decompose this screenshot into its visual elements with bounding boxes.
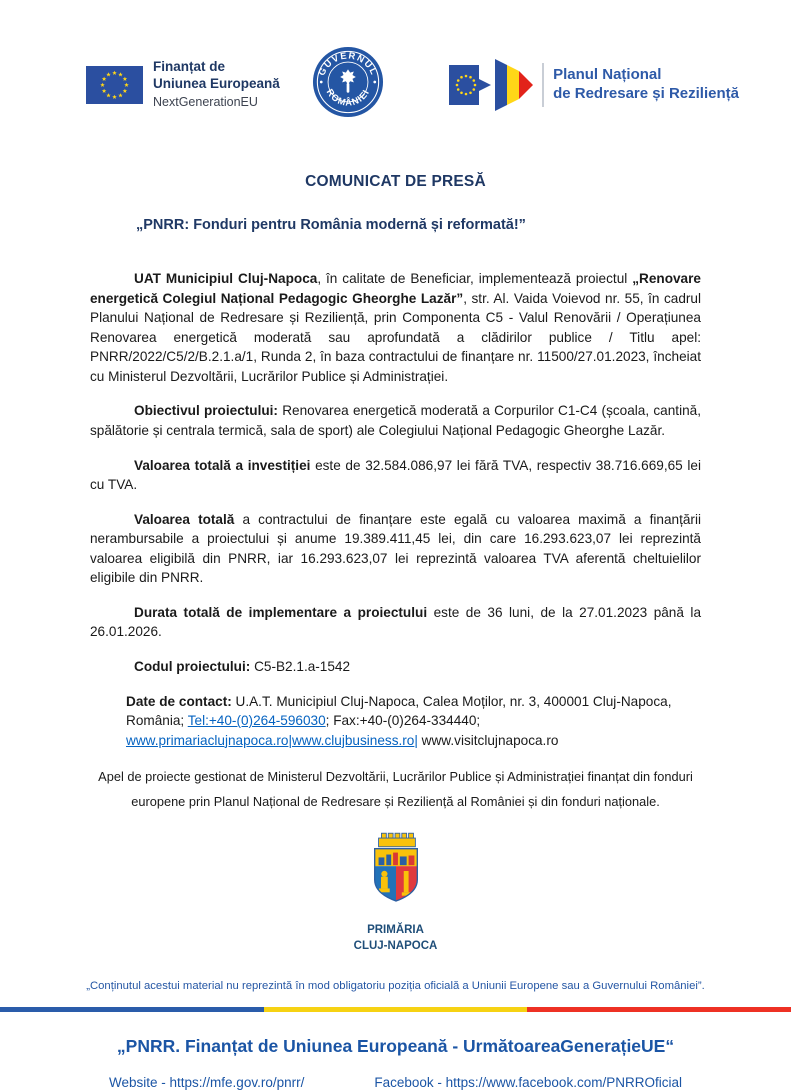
- pnrr-logo-separator: [542, 63, 544, 107]
- text-run: Renovarea energetică moderată a Corpurilor C1-C4 (școala, cantină, spălătorie și centrala termică, sala de sport) ale Colegiului Național Pedagogic Gheorghe Lazăr.: [90, 403, 701, 438]
- text-run: Durata totală de implementare a proiectului: [134, 604, 428, 620]
- text-run: Valoarea totală: [134, 511, 235, 527]
- paragraph: [90, 765, 701, 815]
- text-run: Apel de proiecte gestionat de Ministerul Dezvoltării, Lucrărilor Publice și Administrației finanțat din fonduri europene prin Planul Național de Redresare și Reziliență al României și din fonduri naționale.: [98, 769, 693, 810]
- contact-link[interactable]: Tel:+40-(0)264-596030: [187, 713, 326, 729]
- text-run: Obiectivul proiectului:: [134, 403, 278, 419]
- press-body: [90, 269, 701, 815]
- tricolor-blue: [0, 1007, 264, 1012]
- svg-text:GUVERNUL: GUVERNUL: [316, 50, 380, 78]
- eu-logo-text: [153, 59, 280, 110]
- link-separator: |: [414, 732, 418, 748]
- city-hall-seal: [0, 830, 791, 954]
- gov-seal-icon: [312, 46, 384, 118]
- text-run: www.visitclujnapoca.ro: [417, 732, 559, 748]
- paragraph: [90, 510, 701, 588]
- seal-caption-line2: CLUJ-NAPOCA: [353, 940, 438, 953]
- eu-logo-line2: Uniunea Europeană: [153, 75, 280, 91]
- svg-text:ROMÂNIEI: ROMÂNIEI: [325, 87, 372, 108]
- text-run: Date de contact:: [126, 693, 232, 709]
- pnrr-logo-line2: de Redresare și Reziliență: [553, 84, 739, 102]
- text-run: C5-B2.1.a-1542: [250, 659, 351, 674]
- seal-caption-line1: PRIMĂRIA: [367, 924, 424, 937]
- paragraph: [90, 456, 701, 495]
- contact-link[interactable]: www.primariaclujnapoca.ro: [126, 732, 289, 748]
- pnrr-logo: [447, 57, 739, 113]
- press-subtitle: „PNRR: Fonduri pentru România modernă și reformată!”: [136, 217, 526, 233]
- footer-links: [0, 1075, 791, 1090]
- text-run: a contractului de finanțare este egală cu valoarea maximă a finanțării nerambursabile a proiectului și anume 19.389.411,45 lei, din care 16.293.623,07 lei reprezintă valoarea eligibilă din PNRR, iar 16.293.623,07 lei reprezintă valoarea TVA aferentă cheltuielilor eligibile din PNRR.: [90, 511, 701, 586]
- romanian-tricolor-divider: [0, 1007, 791, 1012]
- government-seal: [312, 46, 384, 123]
- paragraph: [90, 657, 701, 677]
- contact-link[interactable]: www.clujbusiness.ro: [291, 732, 415, 748]
- tricolor-yellow: [264, 1007, 528, 1012]
- text-run: „Renovare energetică Colegiul Național Pedagogic Gheorghe Lazăr”: [90, 271, 701, 306]
- header-logos: [0, 0, 791, 123]
- text-run: U.A.T. Municipiul Cluj-Napoca, Calea Moților, nr. 3, 400001 Cluj-Napoca, România;: [126, 693, 672, 729]
- tricolor-red: [527, 1007, 791, 1012]
- pnrr-logo-text: [553, 66, 739, 104]
- text-run: , în calitate de Beneficiar, implementează proiectul: [317, 271, 633, 286]
- cluj-coat-of-arms-icon: [365, 830, 427, 912]
- text-run: Valoarea totală a investiției: [134, 457, 311, 473]
- eu-logo-line1: Finanțat de: [153, 59, 226, 74]
- text-run: este de 36 luni, de la 27.01.2023 până la 26.01.2026.: [90, 604, 702, 640]
- text-run: este de 32.584.086,97 lei fără TVA, respectiv 38.716.669,65 lei cu TVA.: [90, 457, 701, 493]
- document-body: [0, 173, 791, 815]
- footer-slogan: „PNRR. Finanțat de Uniunea Europeană - UrmătoareaGenerațieUE“: [116, 1036, 675, 1057]
- text-run: Codul proiectului:: [134, 659, 251, 674]
- paragraph: [90, 269, 701, 386]
- facebook-link[interactable]: Facebook - https://www.facebook.com/PNRROficial: [374, 1075, 682, 1090]
- eu-funded-logo: [86, 59, 280, 110]
- pnrr-arrows-icon: [447, 57, 533, 113]
- eu-logo-line3: NextGenerationEU: [153, 94, 258, 109]
- paragraph: [90, 401, 701, 440]
- text-run: ; Fax:+40-(0)264-334440;: [325, 713, 481, 729]
- seal-caption: [0, 922, 791, 954]
- text-run: UAT Municipiul Cluj-Napoca: [134, 271, 318, 286]
- eu-flag-icon: [86, 66, 143, 104]
- text-run: , str. Al. Vaida Voievod nr. 55, în cadrul Planului Național de Redresare și Reziliență, prin Componenta C5 - Valul Renovării / Operațiunea Renovarea energetică moderată sau aprofundată a clădirilor publice / Titlu apel: PNRR/2022/C5/2/B.2.1.a/1, Runda 2, în baza contractului de finanțare nr. 11500/27.01.2023, încheiat cu Ministerul Dezvoltării, Lucrărilor Publice și Administrației.: [90, 290, 702, 384]
- disclaimer-text: „Conținutul acestui material nu reprezintă în mod obligatoriu poziția oficială a Uniunii Europene sau a Guvernului României”.: [86, 980, 705, 993]
- link-separator: |: [288, 732, 292, 748]
- paragraph: [126, 692, 701, 751]
- website-link[interactable]: Website - https://mfe.gov.ro/pnrr/: [109, 1075, 305, 1090]
- page-title: COMUNICAT DE PRESĂ: [305, 173, 486, 190]
- paragraph: [90, 603, 701, 642]
- pnrr-logo-line1: Planul Național: [553, 65, 662, 83]
